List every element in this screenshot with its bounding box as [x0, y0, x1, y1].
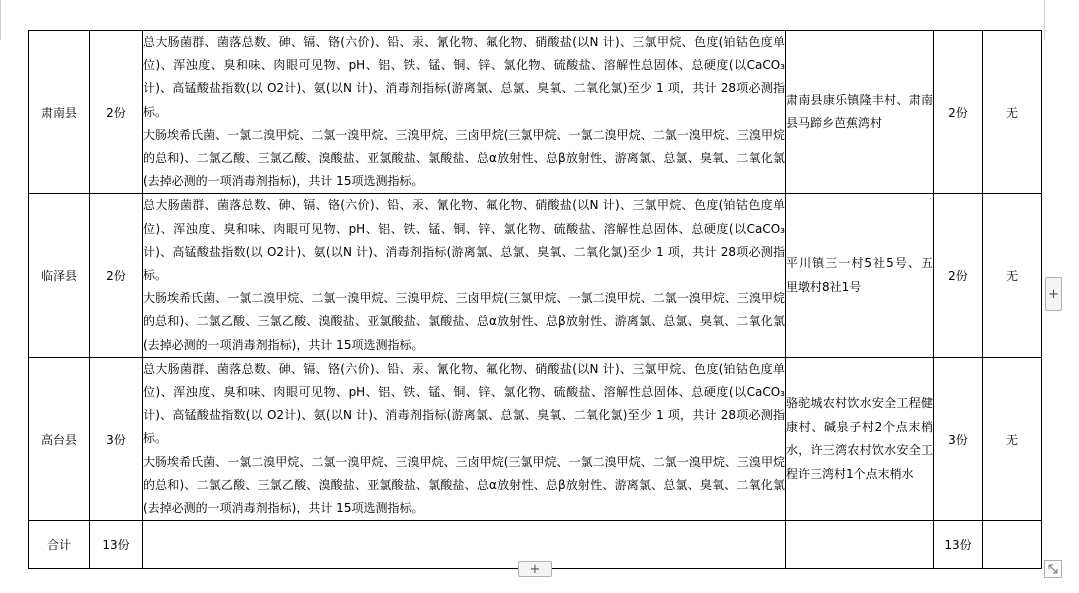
total-location-cell[interactable]	[786, 521, 934, 569]
count-cell[interactable]: 3份	[90, 357, 143, 520]
total-indicators-cell[interactable]	[143, 521, 786, 569]
optional-indicators-text: 大肠埃希氏菌、一氯二溴甲烷、二氯一溴甲烷、三溴甲烷、三卤甲烷(三氯甲烷、一氯二溴甲烷、二氯一溴甲烷、三溴甲烷的总和)、二氯乙酸、三氯乙酸、溴酸盐、亚氯酸盐、氯酸盐、总α放射性、总β放射性、游离氯、总氯、臭氧、二氧化氯(去掉必测的一项消毒剂指标)，共计 15项选测指标。	[143, 127, 785, 189]
remark-cell[interactable]: 无	[983, 357, 1042, 520]
required-indicators-text: 总大肠菌群、菌落总数、砷、镉、铬(六价)、铅、汞、氰化物、氟化物、硝酸盐(以N 计)、三氯甲烷、色度(铂钴色度单位)、浑浊度、臭和味、肉眼可见物、pH、铝、铁、锰、铜、锌、氯化物、硫酸盐、溶解性总固体、总硬度(以CaCO₃ 计)、高锰酸盐指数(以 O2计)、氨(以N 计)、消毒剂指标(游离氯、总氯、臭氧、二氧化氯)至少 1 项，共计 28项必测指标。	[143, 361, 785, 446]
table-row	[29, 357, 1042, 520]
location-cell[interactable]: 肃南县康乐镇隆丰村、肃南县马蹄乡芭蕉湾村	[786, 31, 934, 194]
table-row	[29, 194, 1042, 357]
sampling-table	[28, 30, 1042, 569]
required-indicators-text: 总大肠菌群、菌落总数、砷、镉、铬(六价)、铅、汞、氰化物、氟化物、硝酸盐(以N 计)、三氯甲烷、色度(铂钴色度单位)、浑浊度、臭和味、肉眼可见物、pH、铝、铁、锰、铜、锌、氯化物、硫酸盐、溶解性总固体、总硬度(以CaCO₃ 计)、高锰酸盐指数(以 O2计)、氨(以N 计)、消毒剂指标(游离氯、总氯、臭氧、二氧化氯)至少 1 项，共计 28项必测指标。	[143, 35, 785, 119]
indicators-cell[interactable]	[143, 357, 786, 520]
county-cell[interactable]: 肃南县	[29, 31, 90, 194]
required-indicators-text: 总大肠菌群、菌落总数、砷、镉、铬(六价)、铅、汞、氰化物、氟化物、硝酸盐(以N 计)、三氯甲烷、色度(铂钴色度单位)、浑浊度、臭和味、肉眼可见物、pH、铝、铁、锰、铜、锌、氯化物、硫酸盐、溶解性总固体、总硬度(以CaCO₃ 计)、高锰酸盐指数(以 O2计)、氨(以N 计)、消毒剂指标(游离氯、总氯、臭氧、二氧化氯)至少 1 项，共计 28项必测指标。	[143, 198, 785, 283]
table-row	[29, 31, 1042, 194]
table-resize-handle[interactable]	[1044, 560, 1062, 578]
samples-cell[interactable]: 3份	[934, 357, 983, 520]
county-cell[interactable]: 高台县	[29, 357, 90, 520]
add-row-button[interactable]	[518, 561, 552, 577]
count-cell[interactable]: 2份	[90, 194, 143, 357]
total-count-cell[interactable]: 13份	[90, 521, 143, 569]
resize-diagonal-icon	[1045, 561, 1061, 577]
add-column-button[interactable]	[1045, 277, 1062, 311]
page-edge-right	[1044, 0, 1045, 40]
indicators-cell[interactable]	[143, 194, 786, 357]
indicators-cell[interactable]	[143, 31, 786, 194]
location-cell[interactable]: 平川镇三一村5社5号、五里墩村8社1号	[786, 194, 934, 357]
total-label-cell[interactable]: 合计	[29, 521, 90, 569]
total-remark-cell[interactable]	[983, 521, 1042, 569]
location-cell[interactable]: 骆驼城农村饮水安全工程健康村、碱泉子村2个点末梢水，许三湾农村饮水安全工程许三湾村1个点末梢水	[786, 357, 934, 520]
count-cell[interactable]: 2份	[90, 31, 143, 194]
remark-cell[interactable]: 无	[983, 194, 1042, 357]
plus-icon: +	[529, 561, 541, 577]
remark-cell[interactable]: 无	[983, 31, 1042, 194]
total-samples-cell[interactable]: 13份	[934, 521, 983, 569]
page-edge-left	[0, 0, 1, 40]
samples-cell[interactable]: 2份	[934, 194, 983, 357]
optional-indicators-text: 大肠埃希氏菌、一氯二溴甲烷、二氯一溴甲烷、三溴甲烷、三卤甲烷(三氯甲烷、一氯二溴甲烷、二氯一溴甲烷、三溴甲烷的总和)、二氯乙酸、三氯乙酸、溴酸盐、亚氯酸盐、氯酸盐、总α放射性、总β放射性、游离氯、总氯、臭氧、二氧化氯(去掉必测的一项消毒剂指标)，共计 15项选测指标。	[143, 454, 785, 516]
county-cell[interactable]: 临泽县	[29, 194, 90, 357]
optional-indicators-text: 大肠埃希氏菌、一氯二溴甲烷、二氯一溴甲烷、三溴甲烷、三卤甲烷(三氯甲烷、一氯二溴甲烷、二氯一溴甲烷、三溴甲烷的总和)、二氯乙酸、三氯乙酸、溴酸盐、亚氯酸盐、氯酸盐、总α放射性、总β放射性、游离氯、总氯、臭氧、二氧化氯(去掉必测的一项消毒剂指标)，共计 15项选测指标。	[143, 291, 785, 352]
plus-icon: +	[1048, 286, 1059, 302]
samples-cell[interactable]: 2份	[934, 31, 983, 194]
